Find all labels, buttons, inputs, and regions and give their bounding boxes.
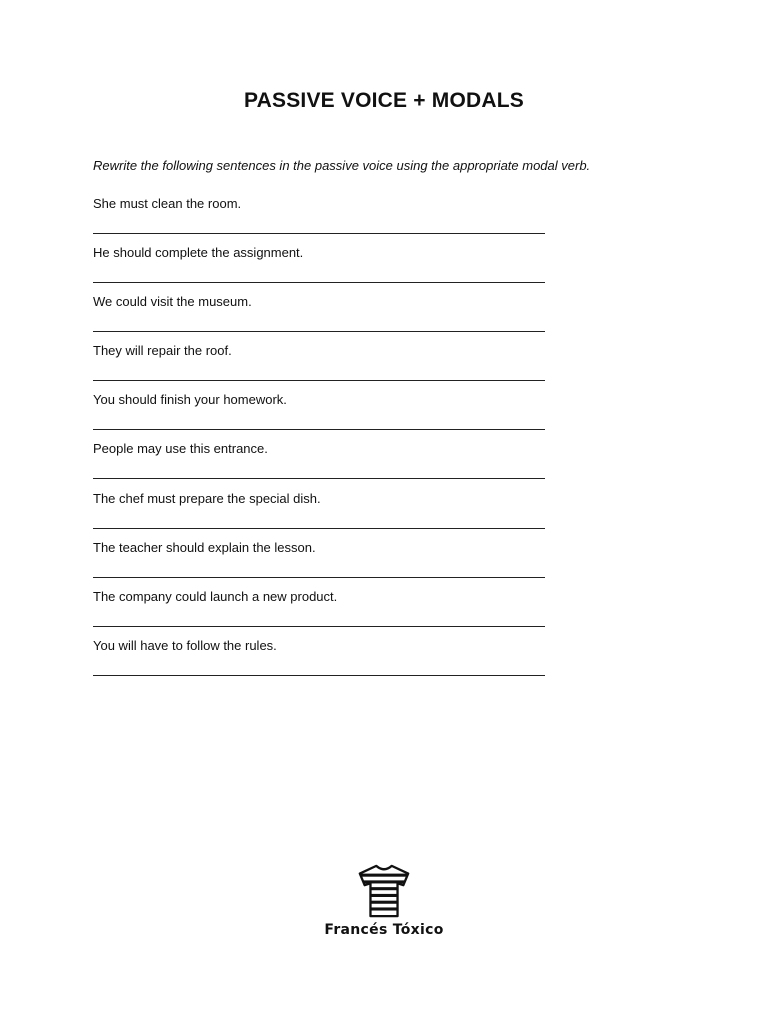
exercise-item bbox=[93, 638, 553, 687]
answer-line[interactable] bbox=[93, 233, 545, 234]
exercise-sentence: The company could launch a new product. bbox=[93, 588, 338, 604]
exercise-item bbox=[93, 196, 553, 245]
exercise-item bbox=[93, 294, 553, 343]
exercise-item bbox=[93, 491, 553, 540]
answer-line[interactable] bbox=[93, 577, 545, 578]
answer-line[interactable] bbox=[93, 626, 545, 627]
instructions: Rewrite the following sentences in the passive voice using the appropriate modal verb. bbox=[93, 158, 591, 173]
exercise-item bbox=[93, 589, 553, 638]
exercise-item bbox=[93, 540, 553, 589]
exercise-sentence: The teacher should explain the lesson. bbox=[93, 539, 316, 555]
exercise-sentence: You will have to follow the rules. bbox=[93, 637, 277, 653]
exercise-sentence: You should finish your homework. bbox=[93, 392, 287, 408]
page-title: PASSIVE VOICE + MODALS bbox=[244, 89, 524, 112]
answer-line[interactable] bbox=[93, 429, 545, 430]
striped-tshirt-icon bbox=[355, 862, 413, 920]
answer-line[interactable] bbox=[93, 331, 545, 332]
answer-line[interactable] bbox=[93, 380, 545, 381]
exercise-sentence: People may use this entrance. bbox=[93, 441, 268, 457]
answer-line[interactable] bbox=[93, 478, 545, 479]
brand bbox=[0, 862, 768, 938]
answer-line[interactable] bbox=[93, 528, 545, 529]
exercise-item bbox=[93, 245, 553, 294]
answer-line[interactable] bbox=[93, 282, 545, 283]
exercise-list bbox=[93, 196, 553, 687]
brand-name: Francés Tóxico bbox=[324, 922, 444, 938]
exercise-item bbox=[93, 343, 553, 392]
exercise-sentence: They will repair the roof. bbox=[93, 343, 232, 359]
answer-line[interactable] bbox=[93, 675, 545, 676]
exercise-sentence: We could visit the museum. bbox=[93, 294, 252, 310]
exercise-sentence: She must clean the room. bbox=[93, 196, 242, 211]
exercise-sentence: He should complete the assignment. bbox=[93, 245, 304, 261]
exercise-item bbox=[93, 392, 553, 441]
exercise-sentence: The chef must prepare the special dish. bbox=[93, 490, 321, 506]
exercise-item bbox=[93, 441, 553, 490]
